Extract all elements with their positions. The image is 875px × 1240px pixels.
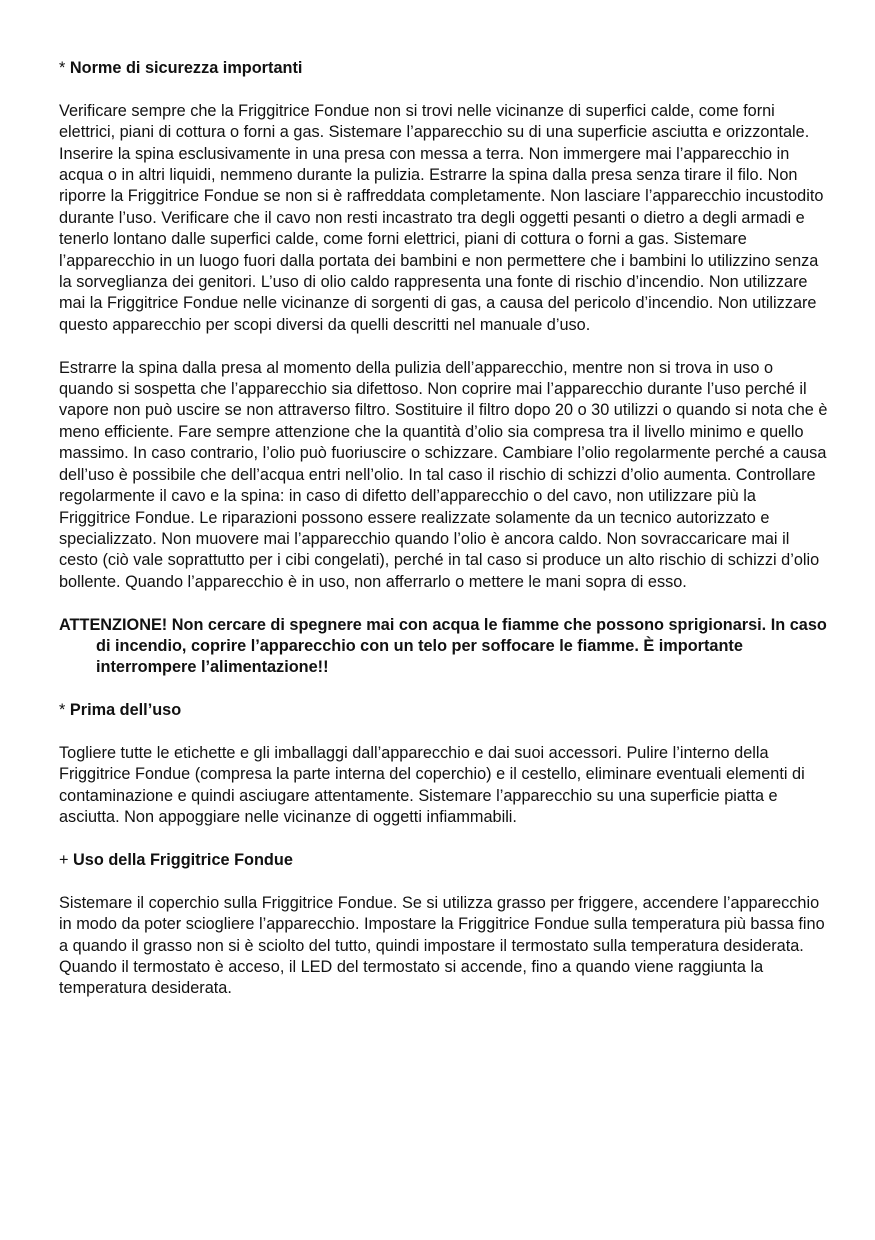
spacer — [59, 336, 829, 357]
document-page — [59, 58, 829, 1000]
section-marker: * — [59, 59, 66, 77]
section-heading-before-use — [59, 700, 829, 721]
spacer — [59, 829, 829, 850]
usage-paragraph: Sistemare il coperchio sulla Friggitrice Fondue. Se si utilizza grasso per friggere, accendere l’apparecchio in modo da poter sciogliere l’apparecchio. Impostare la Friggitrice Fondue sulla temperatura più bassa fino a quando il grasso non si è sciolto del tutto, quindi impostare il termostato sulla temperatura desiderata. Quando il termostato è acceso, il LED del termostato si accende, fino a quando viene raggiunta la temperatura desiderata. — [59, 893, 825, 998]
section-title: Uso della Friggitrice Fondue — [73, 850, 293, 869]
spacer — [59, 679, 829, 700]
section-marker: * — [59, 701, 66, 720]
safety-paragraph-1: Verificare sempre che la Friggitrice Fondue non si trovi nelle vicinanze di superfici calde, come forni elettrici, piani di cottura o forni a gas. Sistemare l’apparecchio su di una superficie asciutta e orizzontale. Inserire la spina esclusivamente in una presa con messa a terra. Non immergere mai l’apparecchio in acqua o in altri liquidi, nemmeno durante la pulizia. Estrarre la spina dalla presa senza tirare il filo. Non riporre la Friggitrice Fondue se non si è raffreddata completamente. Non lasciare l’apparecchio incustodito durante l’uso. Verificare che il cavo non resti incastrato tra degli oggetti pesanti o dietro a degli armadi e tenerlo lontano dalle superfici calde, come forni elettrici, piani di cottura o forni a gas. Sistemare l’apparecchio in un luogo fuori dalla portata dei bambini e non permettere che i bambini lo utilizzino senza la sorveglianza dei genitori. L’uso di olio caldo rappresenta una fonte di rischio d’incendio. Non utilizzare mai la Friggitrice Fondue nelle vicinanze di sorgenti di gas, a causa del pericolo d’incendio. Non utilizzare questo apparecchio per scopi diversi da quelli descritti nel manuale d’uso. — [59, 101, 824, 334]
spacer — [59, 722, 829, 743]
spacer — [59, 593, 829, 614]
spacer — [59, 79, 829, 100]
safety-paragraph-2: Estrarre la spina dalla presa al momento della pulizia dell’apparecchio, mentre non si trova in uso o quando si sospetta che l’apparecchio sia difettoso. Non coprire mai l’apparecchio durante l’uso perché il vapore non può uscire se non attraverso filtro. Sostituire il filtro dopo 20 o 30 utilizzi o quando si nota che è meno efficiente. Fare sempre attenzione che la quantità d’olio sia compresa tra il livello minimo e quello massimo. In caso contrario, l’olio può fuoriuscire o schizzare. Cambiare l’olio regolarmente perché a causa dell’uso è possibile che dell’acqua entri nell’olio. In tal caso il rischio di schizzi d’olio aumenta. Controllare regolarmente il cavo e la spina: in caso di difetto dell’apparecchio o del cavo, non utilizzare più la Friggitrice Fondue. Le riparazioni possono essere realizzate solamente da un tecnico autorizzato e specializzato. Non muovere mai l’apparecchio quando l’olio è ancora caldo. Non sovraccaricare mai il cesto (ciò vale soprattutto per i cibi congelati), perché in tal caso si produce un alto rischio di schizzi d’olio bollente. Quando l’apparecchio è in uso, non afferrarlo o mettere le mani sopra di esso. — [59, 358, 828, 591]
before-use-paragraph: Togliere tutte le etichette e gli imballaggi dall’apparecchio e dai suoi accessori. Pulire l’interno della Friggitrice Fondue (compresa la parte interna del coperchio) e il cestello, eliminare eventuali elementi di contaminazione e quindi asciugare attentamente. Sistemare l’apparecchio su una superficie piatta e asciutta. Non appoggiare nelle vicinanze di oggetti infiammabili. — [59, 743, 805, 827]
section-marker: + — [59, 850, 69, 869]
section-title: Prima dell’uso — [69, 701, 182, 720]
section-heading-safety — [59, 58, 829, 79]
fire-warning: ATTENZIONE! Non cercare di spegnere mai con acqua le fiamme che possono sprigionarsi. In caso di incendio, coprire l’apparecchio con un telo per soffocare le fiamme. È importante interrompere l’alimentazione!! — [59, 615, 827, 677]
section-title: Norme di sicurezza importanti — [69, 59, 303, 77]
spacer — [59, 871, 829, 892]
section-heading-usage — [59, 850, 829, 871]
